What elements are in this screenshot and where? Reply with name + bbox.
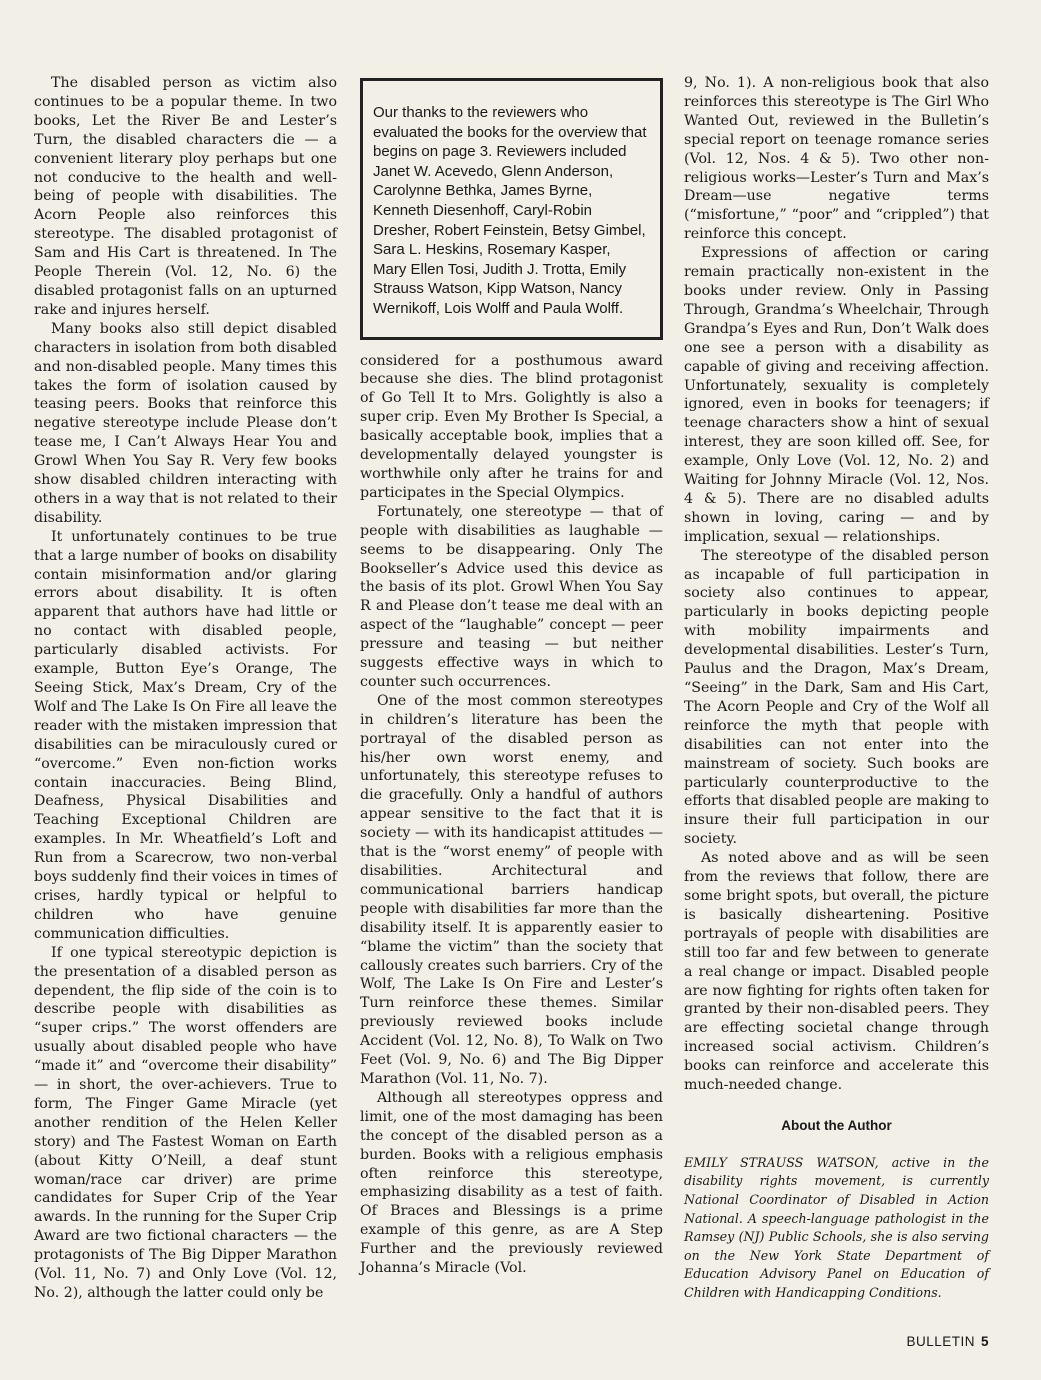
paragraph: The disabled person as victim also continues to be a popular theme. In two books, Let the River Be and Lester’s Turn, the disabled characters die — a convenient literary ploy perhaps but one not conducive to the health and well-being of people with disabilities. The Acorn People also reinforces this stereotype. The disabled protagonist of Sam and His Cart is threatened. In The People Therein (Vol. 12, No. 6) the disabled protagonist falls on an upturned rake and injures herself.: [34, 75, 337, 318]
column-2: [360, 74, 663, 1278]
paragraph: Fortunately, one stereotype — that of people with disabilities as laughable — seems to be disappearing. Only The Bookseller’s Advice used this device as the basis of its plot. Growl When You Say R and Please don’t tease me deal with an aspect of the “laughable” concept — peer pressure and teasing — but neither suggests effective ways in which to counter such occurrences.: [360, 503, 663, 690]
paragraph: Although all stereotypes oppress and limit, one of the most damaging has been the concept of the disabled person as a burden. Books with a religious emphasis often reinforce this stereotype, emphasizing disability as a test of faith. Of Braces and Blessings is a prime example of this genre, as are A Step Further and the previously reviewed Johanna’s Miracle (Vol.: [360, 1089, 663, 1277]
reviewers-thanks-text: Our thanks to the reviewers who evaluated the books for the overview that begins on page 3. Reviewers included Janet W. Acevedo, Glenn Anderson, Carolynne Bethka, James Byrne, Kenneth Diesenhoff, Caryl-Robin Dresher, Robert Feinstein, Betsy Gimbel, Sara L. Heskins, Rosemary Kasper, Mary Ellen Tosi, Judith J. Trotta, Emily Strauss Watson, Kipp Watson, Nancy Wernikoff, Lois Wolff and Paula Wolff.: [373, 104, 647, 317]
paragraph: It unfortunately continues to be true that a large number of books on disability contain misinformation and/or glaring errors about disability. It is often apparent that authors have had little or no contact with disabled people, particularly disabled activists. For example, Button Eye’s Orange, The Seeing Stick, Max’s Dream, Cry of the Wolf and The Lake Is On Fire all leave the reader with the mistaken impression that disabilities can be miraculously cured or “overcome.” Even non-fiction works contain inaccuracies. Being Blind, Deafness, Physical Disabilities and Teaching Exceptional Children are examples. In Mr. Wheatfield’s Loft and Run from a Scarecrow, two non-verbal boys suddenly find their voices in times of crises, hardly typical or helpful to children who have genuine communication difficulties.: [34, 528, 337, 942]
paragraph: Expressions of affection or caring remain practically non-existent in the books under review. Only in Passing Through, Grandma’s Wheelchair, Through Grandpa’s Eyes and Run, Don’t Walk does one see a person with a disability as capable of giving and receiving affection. Unfortunately, sexuality is completely ignored, even in books for teenagers; if teenage characters show a hint of sexual interest, they are soon killed off. See, for example, Only Love (Vol. 12, No. 2) and Waiting for Johnny Miracle (Vol. 12, Nos. 4 & 5). There are no disabled adults shown in loving, caring — and by implication, sexual — relationships.: [684, 245, 989, 545]
page-footer: [906, 1334, 989, 1349]
about-author-text: EMILY STRAUSS WATSON, active in the disability rights movement, is currently National Coordinator of Disabled in Action National. A speech-language pathologist in the Ramsey (NJ) Public Schools, she is also serving on the New York State Department of Education Advisory Panel on Education of Children with Handicapping Conditions.: [684, 1154, 989, 1300]
paragraph: Many books also still depict disabled characters in isolation from both disabled and non-disabled people. Many times this takes the form of isolation caused by teasing peers. Books that reinforce this negative stereotype include Please don’t tease me, I Can’t Always Hear You and Growl When You Say R. Very few books show disabled children interacting with others in a way that is not related to their disability.: [34, 320, 337, 526]
page-number: 5: [980, 1334, 989, 1349]
footer-label: BULLETIN: [906, 1334, 975, 1349]
paragraph: If one typical stereotypic depiction is the presentation of a disabled person as dependent, the flip side of the coin is to describe people with disabilities as “super crips.” The worst offenders are usually about disabled people who have “made it” and “overcome their disability” — in short, the over-achievers. True to form, The Finger Game Miracle (yet another rendition of the Helen Keller story) and The Fastest Woman on Earth (about Kitty O’Neill, a deaf stunt woman/race car driver) are prime candidates for Super Crip of the Year awards. In the running for the Super Crip Award are two fictional characters — the protagonists of The Big Dipper Marathon (Vol. 11, No. 7) and Only Love (Vol. 12, No. 2), although the latter could only be: [34, 944, 337, 1301]
column-3: [684, 74, 989, 1303]
paragraph: The stereotype of the disabled person as incapable of full participation in society also continues to appear, particularly in books depicting people with mobility impairments and developmental disabilities. Lester’s Turn, Paulus and the Dragon, Max’s Dream, “Seeing” in the Dark, Sam and His Cart, The Acorn People and Cry of the Wolf all reinforce the myth that people with disabilities can not enter into the mainstream of society. Such books are particularly counterproductive to the efforts that disabled people are making to insure their full participation in our society.: [684, 547, 989, 848]
about-author-heading: About the Author: [781, 1117, 892, 1133]
paragraph: One of the most common stereotypes in children’s literature has been the portrayal of the disabled person as his/her own worst enemy, and unfortunately, this stereotype refuses to die gracefully. Only a handful of authors appear sensitive to the fact that it is society — with its handicapist attitudes — that is the “worst enemy” of people with disabilities. Architectural and communicational barriers handicap people with disabilities far more than the disability itself. It is apparently easier to “blame the victim” than the society that callously creates such barriers. Cry of the Wolf, The Lake Is On Fire and Lester’s Turn reinforce these themes. Similar previously reviewed books include Accident (Vol. 12, No. 8), To Walk on Two Feet (Vol. 9, No. 6) and The Big Dipper Marathon (Vol. 11, No. 7).: [360, 692, 663, 1087]
paragraph: As noted above and as will be seen from the reviews that follow, there are some bright spots, but overall, the picture is basically disheartening. Positive portrayals of people with disabilities are still too far and few between to generate a real change or impact. Disabled people are now fighting for rights often taken for granted by their non-disabled peers. They are effecting societal change through increased social activism. Children’s books can reinforce and accelerate this much-needed change.: [684, 850, 989, 1094]
paragraph: 9, No. 1). A non-religious book that also reinforces this stereotype is The Girl Who Wanted Out, reviewed in the Bulletin’s special report on teenage romance series (Vol. 12, Nos. 4 & 5). Two other non-religious works—Lester’s Turn and Max’s Dream—use negative terms (“misfortune,” “poor” and “crippled”) that reinforce this concept.: [684, 75, 989, 243]
paragraph: considered for a posthumous award because she dies. The blind protagonist of Go Tell It to Mrs. Golightly is also a super crip. Even My Brother Is Special, a basically acceptable book, implies that a developmentally delayed youngster is worthwhile only after he trains for and participates in the Special Olympics.: [360, 352, 663, 501]
column-1: [34, 74, 337, 1303]
reviewers-thanks-box: [360, 78, 663, 340]
